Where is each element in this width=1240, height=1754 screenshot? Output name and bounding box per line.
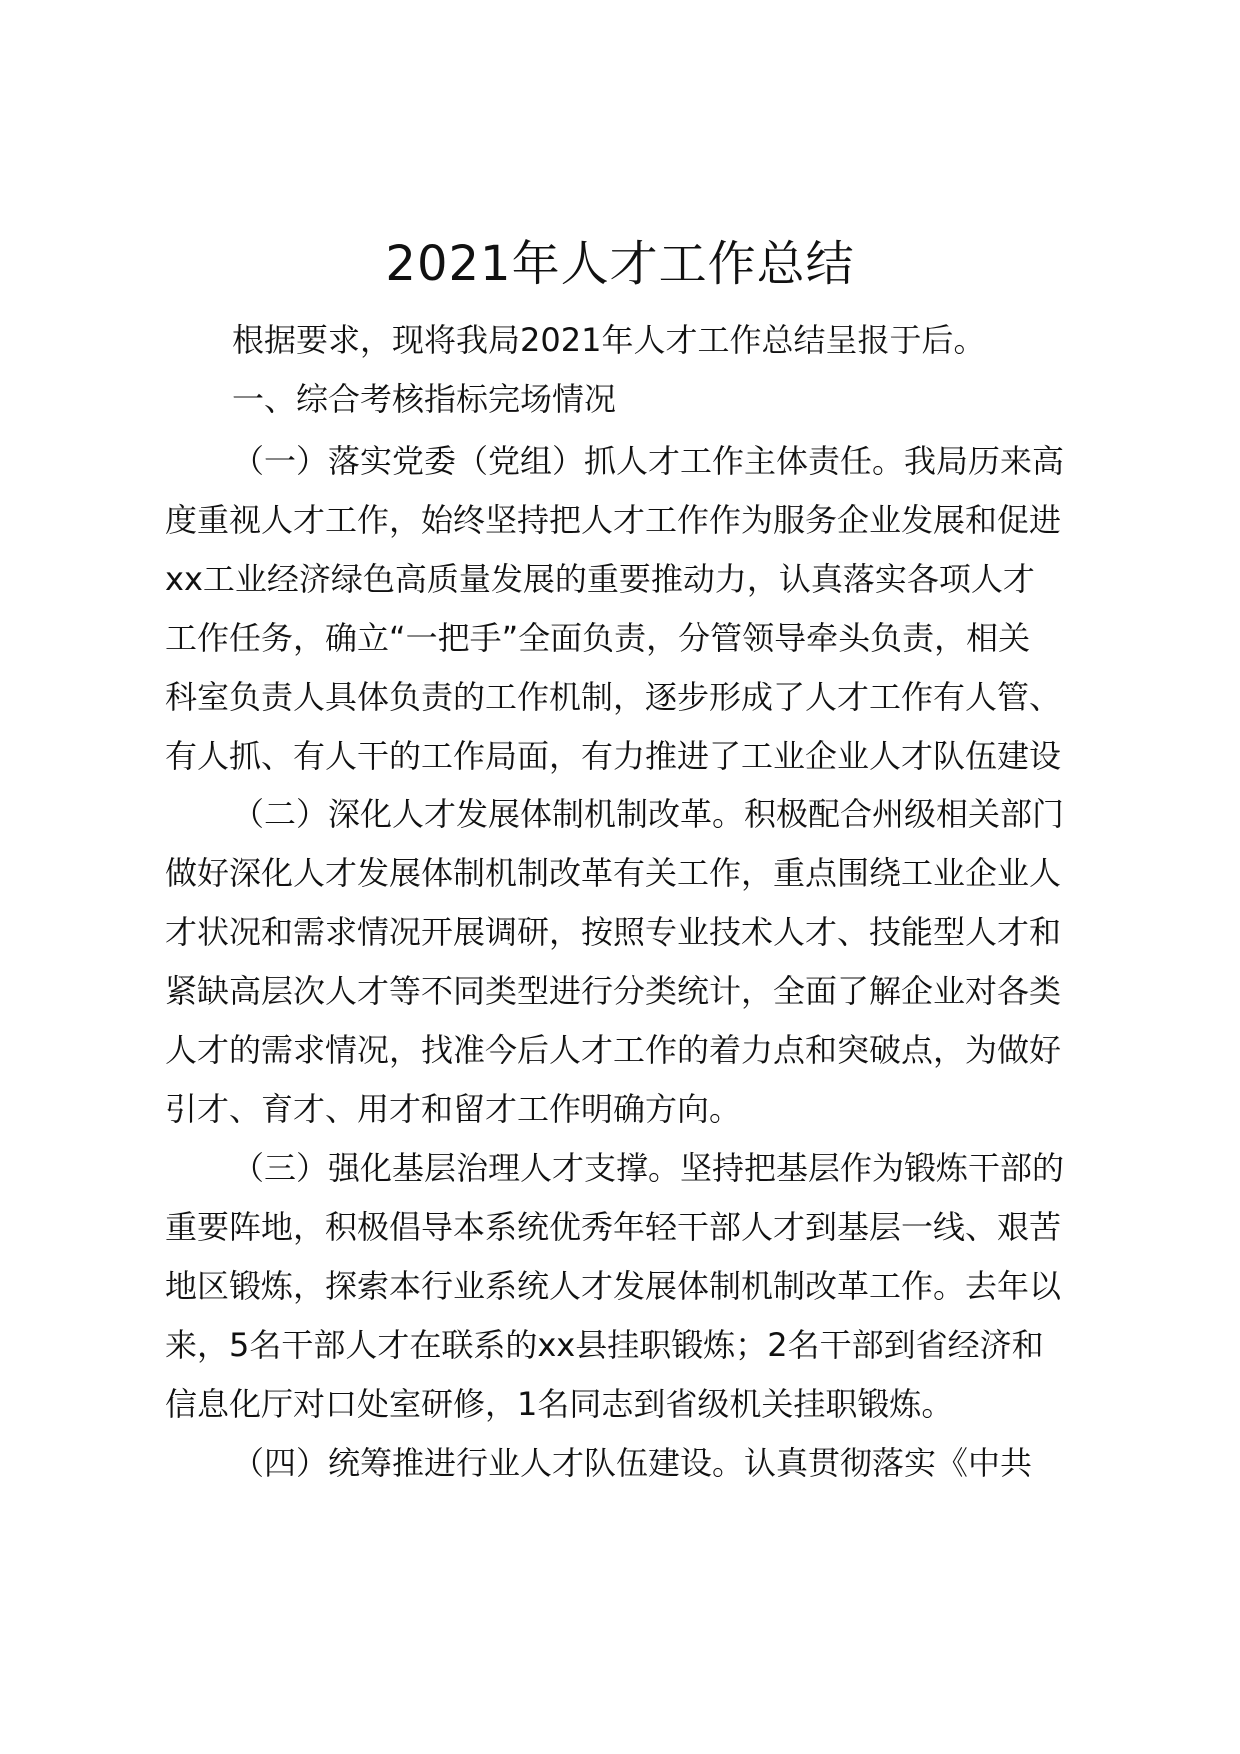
subsection-1-line-4: 工作任务，确立“一把手”全面负责，分管领导牵头负责，相关 bbox=[165, 619, 1031, 657]
subsection-2-line-3: 才状况和需求情况开展调研，按照专业技术人才、技能型人才和 bbox=[165, 913, 1062, 951]
subsection-3-line-4: 来，5名干部人才在联系的xx县挂职锻炼；2名干部到省经济和 bbox=[165, 1326, 1044, 1364]
subsection-2-line-4: 紧缺高层次人才等不同类型进行分类统计，全面了解企业对各类 bbox=[165, 972, 1062, 1010]
section-heading-1: 一、综合考核指标完场情况 bbox=[232, 380, 617, 418]
subsection-1-line-6: 有人抓、有人干的工作局面，有力推进了工业企业人才队伍建设 bbox=[165, 737, 1062, 775]
subsection-3-line-3: 地区锻炼，探索本行业系统人才发展体制机制改革工作。去年以 bbox=[165, 1267, 1062, 1305]
subsection-2-line-6: 引才、育才、用才和留才工作明确方向。 bbox=[165, 1090, 742, 1128]
subsection-1-line-5: 科室负责人具体负责的工作机制，逐步形成了人才工作有人管、 bbox=[165, 678, 1062, 716]
subsection-2-line-1: （二）深化人才发展体制机制改革。积极配合州级相关部门 bbox=[232, 795, 1065, 833]
subsection-3-line-5: 信息化厅对口处室研修，1名同志到省级机关挂职锻炼。 bbox=[165, 1385, 954, 1423]
subsection-1-line-3: xx工业经济绿色高质量发展的重要推动力，认真落实各项人才 bbox=[165, 560, 1035, 598]
subsection-3-line-2: 重要阵地，积极倡导本系统优秀年轻干部人才到基层一线、艰苦 bbox=[165, 1208, 1062, 1246]
subsection-2-line-5: 人才的需求情况，找准今后人才工作的着力点和突破点，为做好 bbox=[165, 1031, 1062, 1069]
subsection-3-line-1: （三）强化基层治理人才支撑。坚持把基层作为锻炼干部的 bbox=[232, 1149, 1065, 1187]
paragraph-intro: 根据要求，现将我局2021年人才工作总结呈报于后。 bbox=[232, 321, 986, 359]
subsection-1-line-2: 度重视人才工作，始终坚持把人才工作作为服务企业发展和促进 bbox=[165, 501, 1062, 539]
subsection-1-line-1: （一）落实党委（党组）抓人才工作主体责任。我局历来高 bbox=[232, 442, 1065, 480]
subsection-2-line-2: 做好深化人才发展体制机制改革有关工作，重点围绕工业企业人 bbox=[165, 854, 1062, 892]
subsection-4-line-1: （四）统筹推进行业人才队伍建设。认真贯彻落实《中共 bbox=[232, 1444, 1033, 1482]
document-title: 2021年人才工作总结 bbox=[385, 236, 855, 292]
